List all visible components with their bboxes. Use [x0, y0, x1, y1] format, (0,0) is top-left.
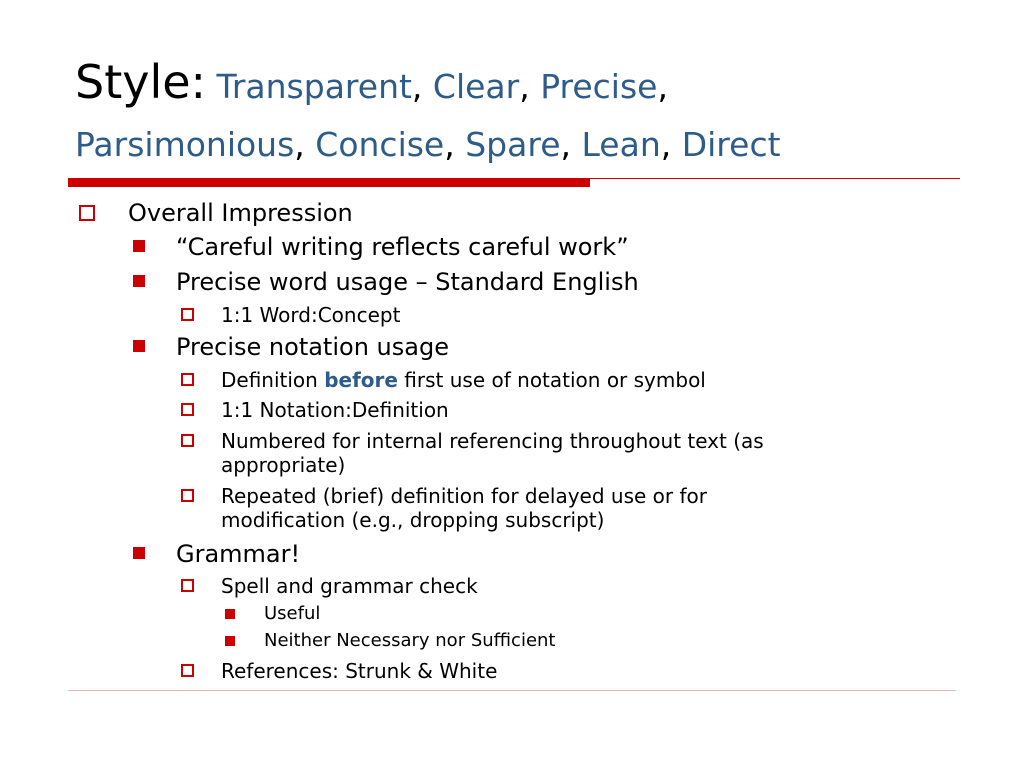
title-underline-thin	[590, 178, 960, 179]
title-word-lean: Lean	[581, 125, 661, 164]
title-word-spare: Spare	[465, 125, 561, 164]
solid-square-bullet-icon	[133, 240, 145, 252]
hollow-square-bullet-icon	[181, 434, 194, 447]
bullet-definition-before	[221, 368, 706, 392]
solid-square-bullet-icon	[133, 547, 145, 559]
bullet-numbered-line-1: Numbered for internal referencing throughout text (as	[221, 429, 764, 453]
title-word-clear: Clear	[432, 67, 520, 106]
bullet-useful: Useful	[264, 603, 321, 624]
bullet-word-concept: 1:1 Word:Concept	[221, 303, 401, 327]
title-main: Style:	[75, 55, 207, 109]
slide-title: Style: Transparent, Clear, Precise, Parsimonious, Concise, Spare, Lean, Direct	[75, 55, 781, 164]
hollow-square-bullet-icon	[181, 403, 194, 416]
bullet-repeated-line-1: Repeated (brief) definition for delayed use or for	[221, 484, 707, 508]
bullet-repeated-line-2: modification (e.g., dropping subscript)	[221, 508, 605, 532]
definition-emphasis: before	[324, 368, 398, 392]
bullet-notation-definition: 1:1 Notation:Definition	[221, 398, 449, 422]
title-word-precise: Precise	[540, 67, 658, 106]
title-word-direct: Direct	[681, 125, 781, 164]
bullet-numbered-line-2: appropriate)	[221, 453, 346, 477]
title-word-concise: Concise	[315, 125, 445, 164]
bullet-overall-impression: Overall Impression	[128, 199, 353, 227]
bullet-spell-check: Spell and grammar check	[221, 574, 478, 598]
bullet-careful-writing: “Careful writing reflects careful work”	[176, 233, 629, 261]
definition-prefix: Definition	[221, 368, 325, 392]
title-underline-thick	[68, 178, 590, 187]
bullet-references: References: Strunk & White	[221, 659, 498, 683]
hollow-square-bullet-icon	[181, 308, 194, 321]
solid-square-bullet-icon	[225, 636, 235, 646]
bullet-neither: Neither Necessary nor Sufficient	[264, 630, 556, 651]
title-word-transparent: Transparent	[216, 67, 412, 106]
hollow-square-bullet-icon	[181, 579, 194, 592]
hollow-square-bullet-icon	[181, 664, 194, 677]
title-word-parsimonious: Parsimonious	[75, 125, 295, 164]
solid-square-bullet-icon	[133, 275, 145, 287]
hollow-square-bullet-icon	[79, 205, 95, 221]
solid-square-bullet-icon	[133, 340, 145, 352]
hollow-square-bullet-icon	[181, 373, 194, 386]
footer-divider	[68, 690, 956, 691]
bullet-grammar: Grammar!	[176, 540, 301, 568]
definition-suffix: first use of notation or symbol	[397, 368, 706, 392]
bullet-precise-word-usage: Precise word usage – Standard English	[176, 268, 639, 296]
solid-square-bullet-icon	[225, 609, 235, 619]
bullet-precise-notation-usage: Precise notation usage	[176, 333, 449, 361]
hollow-square-bullet-icon	[181, 489, 194, 502]
